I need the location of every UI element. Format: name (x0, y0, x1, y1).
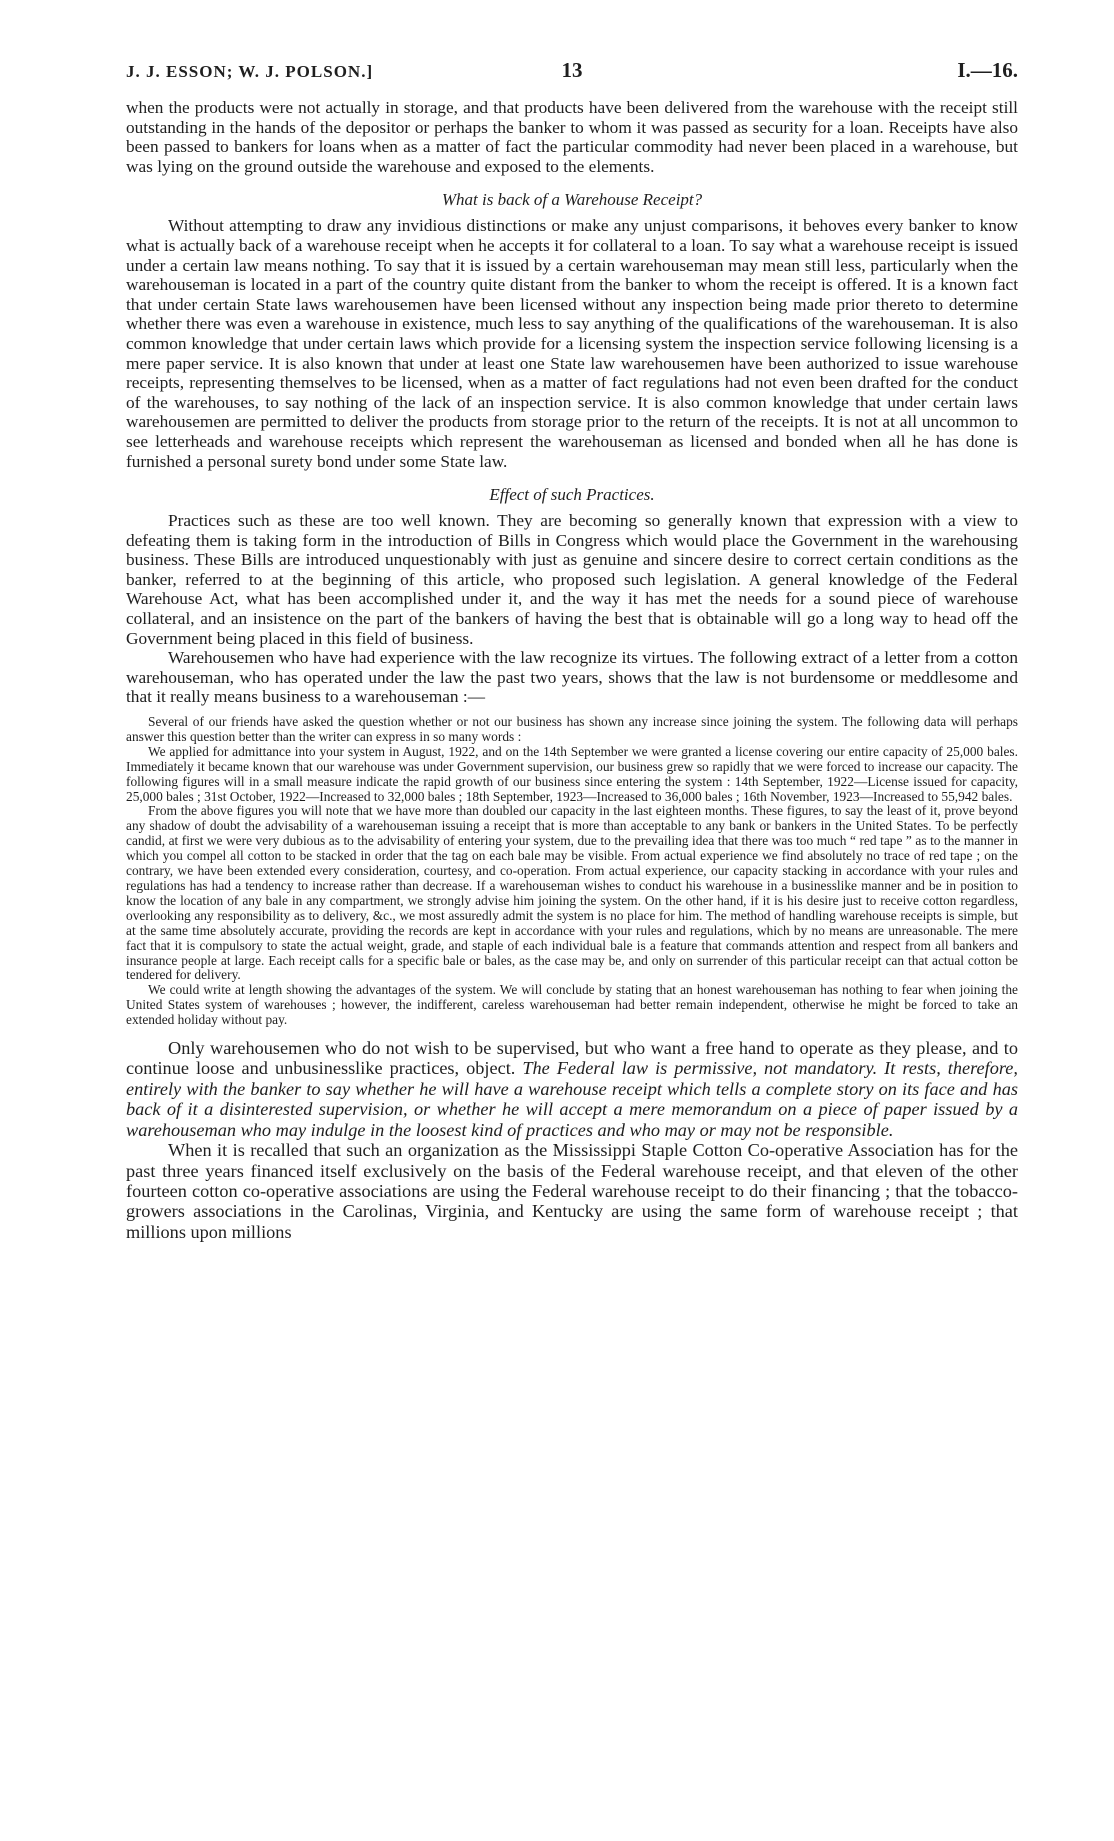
paragraph-cooperative-associations: When it is recalled that such an organization as the Mississippi Staple Cotton Co-operative Association has for the past three years financed itself exclusively on the basis of the Federal warehouse receipt, and that eleven of the other fourteen cotton co-operative associations are using the Federal warehouse receipt to do their financing ; that the tobacco-growers associations in the Carolinas, Virginia, and Kentucky are using the same form of warehouse receipt ; that millions upon millions (126, 1140, 1018, 1242)
page-number: 13 (561, 58, 583, 82)
paragraph-warehousemen-experience: Warehousemen who have had experience with the law recognize its virtues. The following extract of a letter from a cotton warehouseman, who has operated under the law the past two years, shows that the law is not burdensome or meddlesome and that it really means business to a warehouseman :— (126, 648, 1018, 707)
paragraph-continued: when the products were not actually in storage, and that products have been delivered from the warehouse with the receipt still outstanding in the hands of the depositor or perhaps the banker to whom it was passed as security for a loan. Receipts have also been passed to bankers for loans when as a matter of fact the particular commodity had never been placed in a warehouse, but was lying on the ground outside the warehouse and exposed to the elements. (126, 98, 1018, 176)
paragraph-warehouse-receipt: Without attempting to draw any invidious distinctions or make any unjust comparisons, it behoves every banker to know what is actually back of a warehouse receipt when he accepts it for collateral to a loan. To say what a warehouse receipt is issued under a certain law means nothing. To say that it is issued by a certain warehouseman may mean still less, particularly when the warehouseman is located in a part of the country quite distant from the banker to whom the receipt is offered. It is a known fact that under certain State laws warehousemen have been licensed without any inspection being made prior thereto to determine whether there was even a warehouse in existence, much less to say anything of the qualifications of the warehouseman. It is also common knowledge that under certain laws which provide for a licensing system the inspection service following licensing is a mere paper service. It is also known that under at least one State law warehousemen have been authorized to issue warehouse receipts, representing themselves to be licensed, when as a matter of fact regulations had not even been drafted for the conduct of the warehouses, to say nothing of the lack of an inspection service. It is also common knowledge that under certain laws warehousemen are permitted to deliver the products from storage prior to the return of the receipts. It is not at all uncommon to see letterheads and warehouse receipts which represent the warehouseman as licensed and bonded when all he has done is furnished a personal surety bond under some State law. (126, 216, 1018, 471)
paragraph-text: Only warehousemen who do not wish to be supervised, but who want a free hand to operate as they please, and to continue loose and unbusinesslike practices, object. (126, 1038, 1018, 1079)
section-heading-effect-of-practices: Effect of such Practices. (489, 485, 655, 505)
letter-paragraph: Several of our friends have asked the question whether or not our business has shown any increase since joining the system. The following data will perhaps answer this question better than the writer can express in so many words : (126, 714, 1018, 744)
paragraph-permissive-law (126, 1038, 1018, 1140)
header-authors: J. J. ESSON; W. J. POLSON.] (126, 62, 374, 81)
running-header (126, 58, 1018, 98)
section-heading-warehouse-receipt: What is back of a Warehouse Receipt? (441, 190, 703, 210)
closing-section (126, 1038, 1018, 1242)
letter-extract (126, 715, 1018, 1028)
italic-emphasis: The Federal law is permissive, not mandatory. It rests, therefore, entirely with the banker to say whether he will have a warehouse receipt which tells a complete story on its face and has back of it a disinterested supervision, or whether he will accept a mere memorandum on a piece of paper issued by a warehouseman who may indulge in the loosest kind of practices and who may or may not be responsible. (126, 1058, 1018, 1140)
paragraph-practices: Practices such as these are too well known. They are becoming so generally known that expression with a view to defeating them is taking form in the introduction of Bills in Congress which would place the Government in the warehousing business. These Bills are introduced unquestionably with just as genuine and sincere desire to correct certain conditions as the banker, referred to at the beginning of this article, who proposed such legislation. A general knowledge of the Federal Warehouse Act, what has been accomplished under it, and the way it has met the needs for a sound piece of warehouse collateral, and an insistence on the part of the bankers of having the best that is obtainable will go a long way to head off the Government being placed in this field of business. (126, 511, 1018, 648)
letter-paragraph: We could write at length showing the advantages of the system. We will conclude by stating that an honest warehouseman has nothing to fear when joining the United States system of warehouses ; however, the indifferent, careless warehouseman had better remain independent, otherwise he might be forced to take an extended holiday without pay. (126, 982, 1018, 1028)
document-reference: I.—16. (957, 58, 1018, 82)
letter-paragraph: From the above figures you will note that we have more than doubled our capacity in the last eighteen months. These figures, to say the least of it, prove beyond any shadow of doubt the advisability of a warehouseman issuing a receipt that is more than acceptable to any bank or bankers in the United States. To be perfectly candid, at first we were very dubious as to the advisability of entering your system, due to the prevailing idea that there was too much “ red tape ” as to the manner in which you compel all cotton to be stacked in order that the tag on each bale may be visible. From actual experience we find absolutely no trace of red tape ; on the contrary, we have been extended every consideration, courtesy, and co-operation. From actual experience, our capacity stacking in accordance with your rules and regulations has had a tendency to increase rather than decrease. If a warehouseman wishes to conduct his warehouse in a businesslike manner and be in position to know the location of any bale in any compartment, we strongly advise him joining the system. On the other hand, if it is his desire just to receive cotton regardless, overlooking any responsibility as to delivery, &c., we most assuredly admit the system is no place for him. The method of handling warehouse receipts is simple, but at the same time absolutely accurate, providing the records are kept in accordance with your rules and regulations, which by no means are unreasonable. The mere fact that it is compulsory to state the actual weight, grade, and staple of each individual bale is a feature that commands attention and respect from all bankers and insurance people at large. Each receipt calls for a specific bale or bales, as the case may be, and only on surrender of this particular receipt can that actual cotton be tendered for delivery. (126, 803, 1018, 983)
letter-paragraph: We applied for admittance into your system in August, 1922, and on the 14th September we were granted a license covering our entire capacity of 25,000 bales. Immediately it became known that our warehouse was under Government supervision, our business grew so rapidly that we were forced to increase our capacity. The following figures will in a small measure indicate the rapid growth of our business since entering the system : 14th September, 1922—License issued for capacity, 25,000 bales ; 31st October, 1922—Increased to 32,000 bales ; 18th September, 1923—Increased to 36,000 bales ; 16th November, 1923—Increased to 55,942 bales. (126, 743, 1018, 804)
